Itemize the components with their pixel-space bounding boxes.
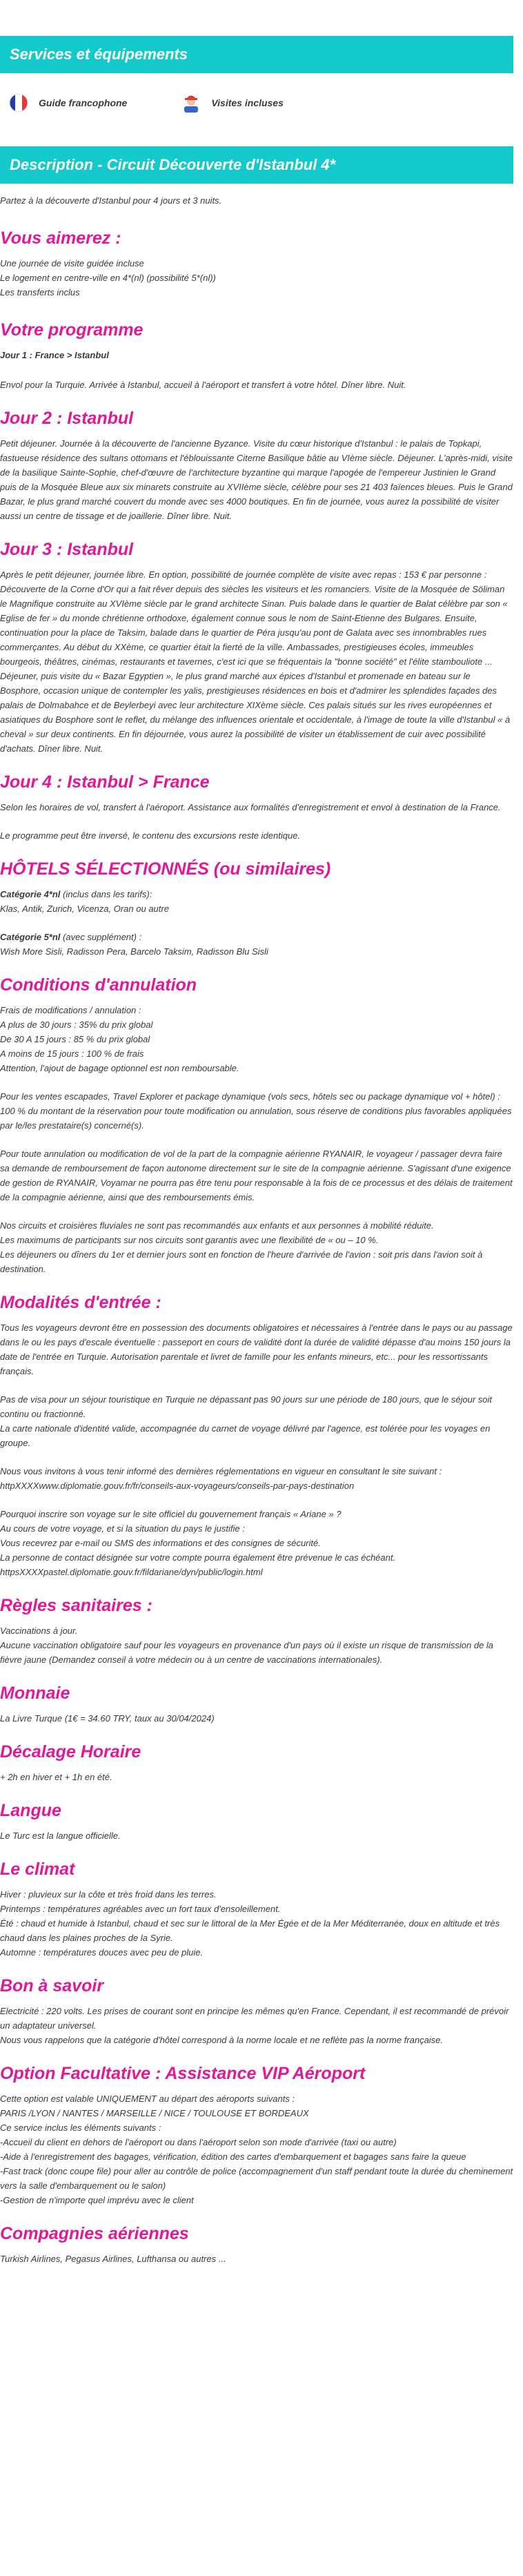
service-label-visits: Visites incluses xyxy=(211,97,284,108)
day4-title: Jour 4 : Istanbul > France xyxy=(0,772,210,792)
day1-text: Envol pour la Turquie. Arrivée à Istanbul, accueil à l'aéroport et transfert à votre hôtel. Dîner libre. Nuit. xyxy=(0,380,406,390)
hotels-cat5-suffix: (avec supplément) : xyxy=(60,932,142,942)
day3-title: Jour 3 : Istanbul xyxy=(0,540,134,559)
day2-title: Jour 2 : Istanbul xyxy=(0,409,134,428)
vip-title: Option Facultative : Assistance VIP Aéroport xyxy=(0,2064,366,2083)
sanitaires-text: Vaccinations à jour. Aucune vaccination obligatoire sauf pour les voyageurs en provenance d'un pays où il existe un risque de transmission de la fièvre jaune (Demandez conseil à votre médecin ou à un centre de vaccinations internationales). xyxy=(0,1626,494,1665)
services-header xyxy=(0,36,513,73)
vip-text: Cette option est valable UNIQUEMENT au départ des aéroports suivants : PARIS /LYON / NANTES / MARSEILLE / NICE / TOULOUSE ET BORDEAUX Ce service inclus les éléments suivants : -Accueil du client en dehors de l'aéroport ou dans l'aéroport selon son mode d'arrivée (taxi ou autre) -Aide à l'enregistrement des bagages, vérification, édition des cartes d'embarquement et bagages sans faire la queue -Fast track (donc coupe file) pour aller au contrôle de police (accompagnement d'un staff pendant toute la durée du cheminement vers la salle d'embarquement ou le salon) -Gestion de n'importe quel imprévu avec le client xyxy=(0,2094,513,2205)
hotels-cat4-line xyxy=(0,887,513,901)
climat-title: Le climat xyxy=(0,1860,75,1879)
decalage-title: Décalage Horaire xyxy=(0,1742,141,1762)
annulation-p4: Nos circuits et croisières fluviales ne sont pas recommandés aux enfants et aux personnes à mobilité réduite. Les maximums de participants sur nos circuits sont garantis avec une flexibilité de « ou – 10 %. Les déjeuners ou dîners du 1er et dernier jours sont en fonction de l'heure d'arrivée de l'avion : soit pris dans l'avion soit à destination. xyxy=(0,1220,483,1274)
hotels-cat5-line xyxy=(0,930,513,944)
monnaie-title: Monnaie xyxy=(0,1684,70,1703)
langue-text: Le Turc est la langue officielle. xyxy=(0,1831,121,1841)
decalage-text: + 2h en hiver et + 1h en été. xyxy=(0,1772,112,1782)
vous-aimerez-line-1: Une journée de visite guidée incluse xyxy=(0,258,144,269)
monnaie-text: La Livre Turque (1€ = 34.60 TRY, taux au 30/04/2024) xyxy=(0,1713,215,1724)
day2-text: Petit déjeuner. Journée à la découverte de l'ancienne Byzance. Visite du cœur historique d'Istanbul : le palais de Topkapi, fastueuse résidence des sultans ottomans et l'éblouissante Citerne Basilique bâtie au VIème siècle. Déjeuner. L'après-midi, visite de la basilique Sainte-Sophie, chef-d'œuvre de l'architecture byzantine qui marque l'apogée de l'empereur Justinien le Grand puis de la Mosquée Bleue aux six minarets construite au XVIIème siècle, célèbre pour ses 21 403 faïences bleues. Puis le Grand Bazar, le plus grand marché couvert du monde avec ses 4000 boutiques. En fin de journée, vous aurez la possibilité de visiter aussi un centre de tissage et de joaillerie. Dîner libre. Nuit. xyxy=(0,438,513,521)
modalites-title: Modalités d'entrée : xyxy=(0,1293,161,1312)
compagnies-title: Compagnies aériennes xyxy=(0,2224,189,2243)
modalites-p1: Tous les voyageurs devront être en possession des documents obligatoires et nécessaires à l'entrée dans le pays ou au passage dans le ou les pays d'escale éventuelle : passeport en cours de validité dont la durée de validité dépasse d'au moins 150 jours la date de l'entrée en Turquie. Autorisation parentale et livret de famille pour les enfants mineurs, etc... pour les ressortissants français. xyxy=(0,1323,513,1376)
annulation-title: Conditions d'annulation xyxy=(0,975,197,995)
langue-title: Langue xyxy=(0,1801,61,1820)
hotels-cat5-label: Catégorie 5*nl xyxy=(0,932,61,942)
programme-note: Le programme peut être inversé, le contenu des excursions reste identique. xyxy=(0,830,301,841)
vous-aimerez-line-3: Les transferts inclus xyxy=(0,287,80,297)
tour-guide-icon xyxy=(181,92,201,113)
modalites-p3: Nous vous invitons à vous tenir informé des dernières réglementations en vigueur en consultant le site suivant : httpXXXXwww.diplomatie.gouv.fr/fr/conseils-aux-voyageurs/conseils-par-pays-destination xyxy=(0,1466,442,1491)
hotels-title: HÔTELS SÉLECTIONNÉS (ou similaires) xyxy=(0,859,331,879)
hotels-cat4-label: Catégorie 4*nl xyxy=(0,889,61,899)
annulation-p3: Pour toute annulation ou modification de vol de la part de la compagnie aérienne RYANAIR, le voyageur / passager devra faire sa demande de remboursement de façon autonome directement sur le site de la compagnie aérienne. S'agissant d'une exigence de gestion de RYANAIR, Voyamar ne pourra pas être tenu pour responsable à la fois de ce processus et des délais de traitement de la compagnie aérienne, ainsi que des remboursements émis. xyxy=(0,1149,513,1202)
france-flag-icon xyxy=(8,92,29,113)
vous-aimerez-line-2: Le logement en centre-ville en 4*(nl) (possibilité 5*(nl)) xyxy=(0,273,216,283)
bon-savoir-text: Electricité : 220 volts. Les prises de courant sont en principe les mêmes qu'en France. Cependant, il est recommandé de prévoir un adaptateur universel. Nous vous rappelons que la catégorie d'hôtel correspond à la norme locale et ne reflète pas la norme française. xyxy=(0,2006,509,2045)
description-title: Description - Circuit Découverte d'Istanbul 4* xyxy=(10,156,336,173)
service-item-guide xyxy=(8,92,127,113)
day4-text: Selon les horaires de vol, transfert à l'aéroport. Assistance aux formalités d'enregistrement et envol à destination de la France. xyxy=(0,802,501,812)
service-label-guide: Guide francophone xyxy=(39,97,128,108)
services-list xyxy=(0,73,513,134)
annulation-p2: Pour les ventes escapades, Travel Explorer et package dynamique (vols secs, hôtels sec ou package dynamique vol + hôtel) : 100 % du montant de la réservation pour toute modification ou annulation, sous réserve de conditions plus favorables appliquées par le/les prestataire(s) concerné(s). xyxy=(0,1091,512,1131)
annulation-p1: Frais de modifications / annulation : A plus de 30 jours : 35% du prix global De 30 A 15 jours : 85 % du prix global A moins de 15 jours : 100 % de frais Attention, l'ajout de bagage optionnel est non remboursable. xyxy=(0,1005,239,1073)
day3-text: Après le petit déjeuner, journée libre. En option, possibilité de journée complète de visite avec repas : 153 € par personne : Découverte de la Corne d'Or qui a fait rêver depuis des siècles les visiteurs et les romanciers. Visite de la Mosquée de Söliman le Magnifique construite au XVIème siècle par le grand architecte Sinan. Puis balade dans le quartier de Balat célèbre par son « Eglise de fer » du monde chrétienne orthodoxe, également connue sous le nom de Saint-Etienne des Bulgares. Ensuite, continuation pour la place de Taksim, balade dans le quartier de Péra jusqu'au pont de Galata avec ses innombrables rues commerçantes. Au début du XXème, ce quartier était la fierté de la ville. Ambassades, prestigieuses écoles, immeubles bourgeois, théâtres, cinémas, restaurants et tavernes, c'est ici que se fréquentais la "bonne société" et l'élite stambouliote ... Déjeuner, puis visite du « Bazar Egyptien », le plus grand marché aux épices d'Istanbul et promenade en bateau sur le Bosphore, occasion unique de contempler les yalis, prestigieuses résidences en bois et d'admirer les splendides façades des palais de Dolmabahce et de Beylerbeyi avec leur architecture XIXème siècle. Ces palais situés sur les rives européennes et asiatiques du Bosphore sont le reflet, du mélange des influences orientale et occidentale, à l'image de toute la ville d'Istanbul « à cheval » sur deux continents. En fin déjournée, vous aurez la possibilité de visiter un établissement de cuir avec possibilité d'achats. Dîner libre. Nuit. xyxy=(0,569,511,754)
services-title: Services et équipements xyxy=(10,46,188,63)
climat-text: Hiver : pluvieux sur la côte et très froid dans les terres. Printemps : températures agréables avec un fort taux d'ensoleillement. Été : chaud et humide à Istanbul, chaud et sec sur le littoral de la Mer Égée et de la Mer Méditerranée, doux en altitude et très chaud dans les plaines proches de la Syrie. Automne : températures douces avec peu de pluie. xyxy=(0,1889,500,1958)
description-header xyxy=(0,146,513,184)
vous-aimerez-title: Vous aimerez : xyxy=(0,228,121,248)
modalites-p4: Pourquoi inscrire son voyage sur le site officiel du gouvernement français « Ariane » ? Au cours de votre voyage, et si la situation du pays le justifie : Vous recevrez par e-mail ou SMS des informations et des consignes de sécurité. La personne de contact désignée sur votre compte pourra également être prévenue le cas échéant. httpsXXXXpastel.diplomatie.gouv.fr/fildariane/dyn/public/login.html xyxy=(0,1509,396,1577)
day1-label: Jour 1 : France > Istanbul xyxy=(0,350,109,360)
service-item-visits xyxy=(181,92,284,113)
hotels-cat4-list: Klas, Antik, Zurich, Vicenza, Oran ou autre xyxy=(0,904,169,914)
hotels-cat5-list: Wish More Sisli, Radisson Pera, Barcelo Taksim, Radisson Blu Sisli xyxy=(0,946,268,957)
description-content xyxy=(0,184,513,2266)
compagnies-text: Turkish Airlines, Pegasus Airlines, Lufthansa ou autres ... xyxy=(0,2254,226,2264)
description-intro: Partez à la découverte d'Istanbul pour 4 jours et 3 nuits. xyxy=(0,195,222,206)
programme-title: Votre programme xyxy=(0,320,144,340)
modalites-p2: Pas de visa pour un séjour touristique en Turquie ne dépassant pas 90 jours sur une période de 180 jours, que le séjour soit continu ou fractionné. La carte nationale d'identité valide, accompagnée du carnet de voyage délivré par l'agence, est tolérée pour les voyages en groupe. xyxy=(0,1394,493,1448)
page xyxy=(0,36,523,2266)
hotels-cat4-suffix: (inclus dans les tarifs): xyxy=(60,889,152,899)
bon-savoir-title: Bon à savoir xyxy=(0,1976,104,1996)
sanitaires-title: Règles sanitaires : xyxy=(0,1596,152,1615)
